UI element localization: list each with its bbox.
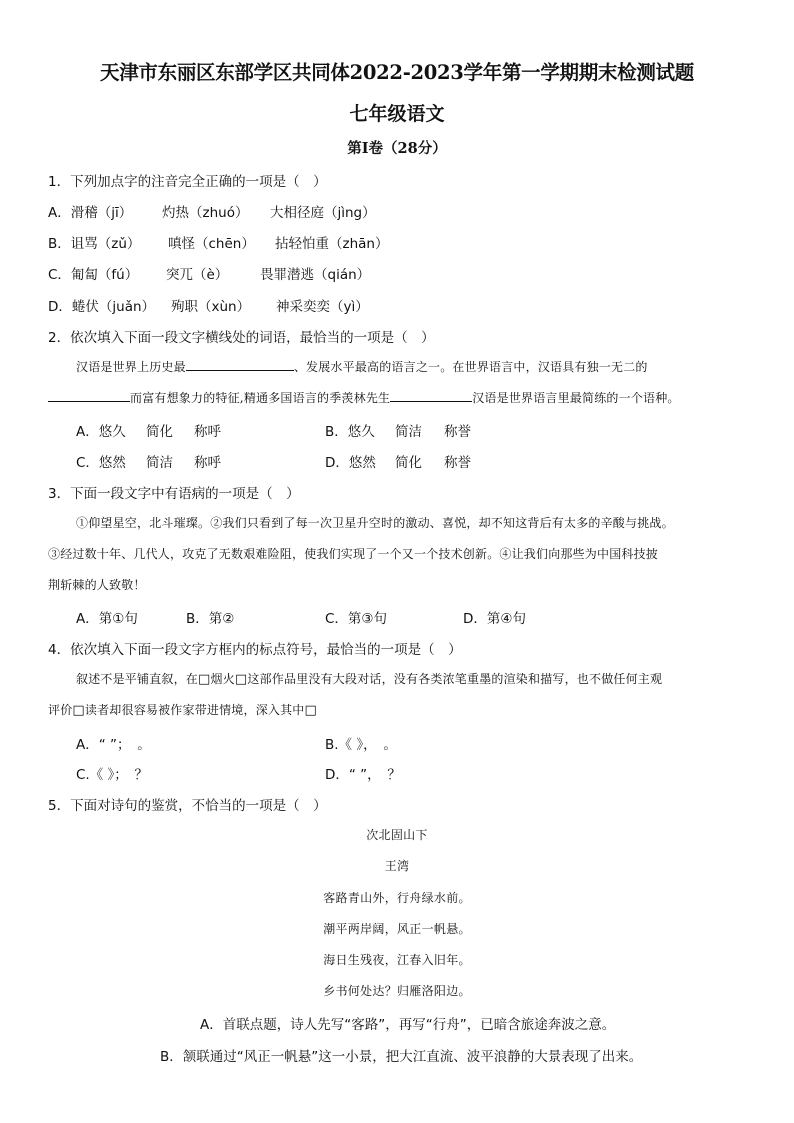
poem-line-1: 客路青山外，行舟绿水前。 <box>323 891 471 905</box>
option-text: 简洁 <box>146 455 173 471</box>
poem-author: 王湾 <box>384 859 410 873</box>
option-text: A．第①句 <box>76 611 138 627</box>
option-text: 灼热（zhuó） <box>162 205 249 221</box>
q3-stem: 3．下面一段文字中有语病的一项是（ ） <box>48 486 300 502</box>
q4-option-c: C.《 》； ？ <box>76 767 149 783</box>
option-text: 简化 <box>395 455 422 471</box>
q5-option-b: B．颔联通过“风正一帆悬”这一小景，把大江直流、波平浪静的大景表现了出来。 <box>160 1049 643 1065</box>
passage-text: 烟火 <box>210 672 235 686</box>
q1-option-d <box>48 295 369 315</box>
q3-passage-line-1: ①仰望星空，北斗璀璨。②我们只看到了每一次卫星升空时的激动、喜悦，却不知这背后有太多的辛酸与挑战。 <box>76 516 674 530</box>
option-text: 嗔怪（chēn） <box>168 236 255 252</box>
poem-line-4: 乡书何处达？归雁洛阳边。 <box>323 984 471 998</box>
exam-title: 天津市东丽区东部学区共同体2022-2023学年第一学期期末检测试题 <box>100 61 694 84</box>
q4-stem: 4．依次填入下面一段文字方框内的标点符号，最恰当的一项是（ ） <box>48 642 462 658</box>
passage-text: 、发展水平最高的语言之一。在世界语言中，汉语具有独一无二的 <box>293 360 648 374</box>
q4-option-d: D．“ ”， ？ <box>325 767 401 783</box>
q2-option-d <box>325 451 471 471</box>
q1-option-b <box>48 232 389 252</box>
option-text: B．诅骂（zǔ） <box>48 236 141 252</box>
option-text: C．第③句 <box>325 611 388 627</box>
poem-line-3: 海日生残夜，江春入旧年。 <box>323 953 471 967</box>
q3-passage-line-2: ③经过数十年、几代人，攻克了无数艰难险阻，使我们实现了一个又一个技术创新。④让我们向那些为中国科技披 <box>48 547 659 561</box>
option-text: 神采奕奕（yì） <box>276 299 369 315</box>
option-text: C．匍匐（fú） <box>48 267 139 283</box>
q4-passage-line-2 <box>48 701 317 718</box>
option-text: 称呼 <box>194 455 221 471</box>
exam-section: 第I卷（28分） <box>347 140 447 157</box>
option-text: 简化 <box>146 424 173 440</box>
q2-option-a <box>76 420 221 440</box>
q2-stem: 2．依次填入下面一段文字横线处的词语，最恰当的一项是（ ） <box>48 330 435 346</box>
fill-blank <box>48 389 130 402</box>
passage-text: 汉语是世界上历史最 <box>76 360 186 374</box>
q2-passage-line-2 <box>48 389 680 406</box>
q4-option-a: A．“ ”； 。 <box>76 737 151 753</box>
poem-title: 次北固山下 <box>366 828 428 842</box>
q1-option-a <box>48 201 376 221</box>
option-text: 拈轻怕重（zhān） <box>275 236 389 252</box>
option-text: 称呼 <box>194 424 221 440</box>
option-text: D．蜷伏（juǎn） <box>48 299 156 315</box>
q3-passage-line-3: 荆斩棘的人致敬！ <box>48 578 146 592</box>
passage-text: 读者却很容易被作家带进情境，深入其中 <box>84 703 305 717</box>
punctuation-box: □ <box>234 672 248 687</box>
q1-stem: 1．下列加点字的注音完全正确的一项是（ ） <box>48 174 327 190</box>
exam-subject: 七年级语文 <box>349 103 445 125</box>
option-text: A．悠久 <box>76 424 126 440</box>
option-text: D．悠然 <box>325 455 376 471</box>
passage-text: 这部作品里没有大段对话，没有各类浓笔重墨的渲染和描写，也不做任何主观 <box>247 672 663 686</box>
q5-option-a: A．首联点题，诗人先写“客路”，再写“行舟”，已暗含旅途奔波之意。 <box>200 1017 616 1033</box>
option-text: 简洁 <box>395 424 422 440</box>
q5-stem: 5．下面对诗句的鉴赏，不恰当的一项是（ ） <box>48 798 327 814</box>
punctuation-box: □ <box>72 703 85 718</box>
passage-text: 评价 <box>48 703 73 717</box>
q2-option-c <box>76 451 221 471</box>
passage-text: 而富有想象力的特征,精通多国语言的季羡林先生 <box>130 391 391 405</box>
option-text: 称誉 <box>444 424 471 440</box>
option-text: C．悠然 <box>76 455 126 471</box>
option-text: A．滑稽（jī） <box>48 205 133 221</box>
q4-option-b: B.《 》， 。 <box>325 737 397 753</box>
option-text: B．悠久 <box>325 424 375 440</box>
poem-line-2: 潮平两岸阔，风正一帆悬。 <box>323 922 471 936</box>
fill-blank <box>390 389 472 402</box>
passage-text: 叙述不是平铺直叙，在 <box>76 672 199 686</box>
q2-passage-line-1 <box>76 358 648 375</box>
punctuation-box: □ <box>198 672 211 687</box>
punctuation-box: □ <box>304 703 317 718</box>
option-text: 大相径庭（jìng） <box>270 205 376 221</box>
q3-options <box>76 607 526 627</box>
option-text: 称誉 <box>444 455 471 471</box>
option-text: B．第② <box>186 611 235 627</box>
q2-option-b <box>325 420 471 440</box>
fill-blank <box>186 358 294 371</box>
q4-passage-line-1 <box>76 670 662 687</box>
option-text: 畏罪潜逃（qián） <box>260 267 371 283</box>
passage-text: 汉语是世界语言里最简练的一个语种。 <box>472 391 680 405</box>
option-text: D．第④句 <box>463 611 526 627</box>
option-text: 殉职（xùn） <box>171 299 251 315</box>
option-text: 突兀（è） <box>166 267 229 283</box>
q1-option-c <box>48 263 371 283</box>
